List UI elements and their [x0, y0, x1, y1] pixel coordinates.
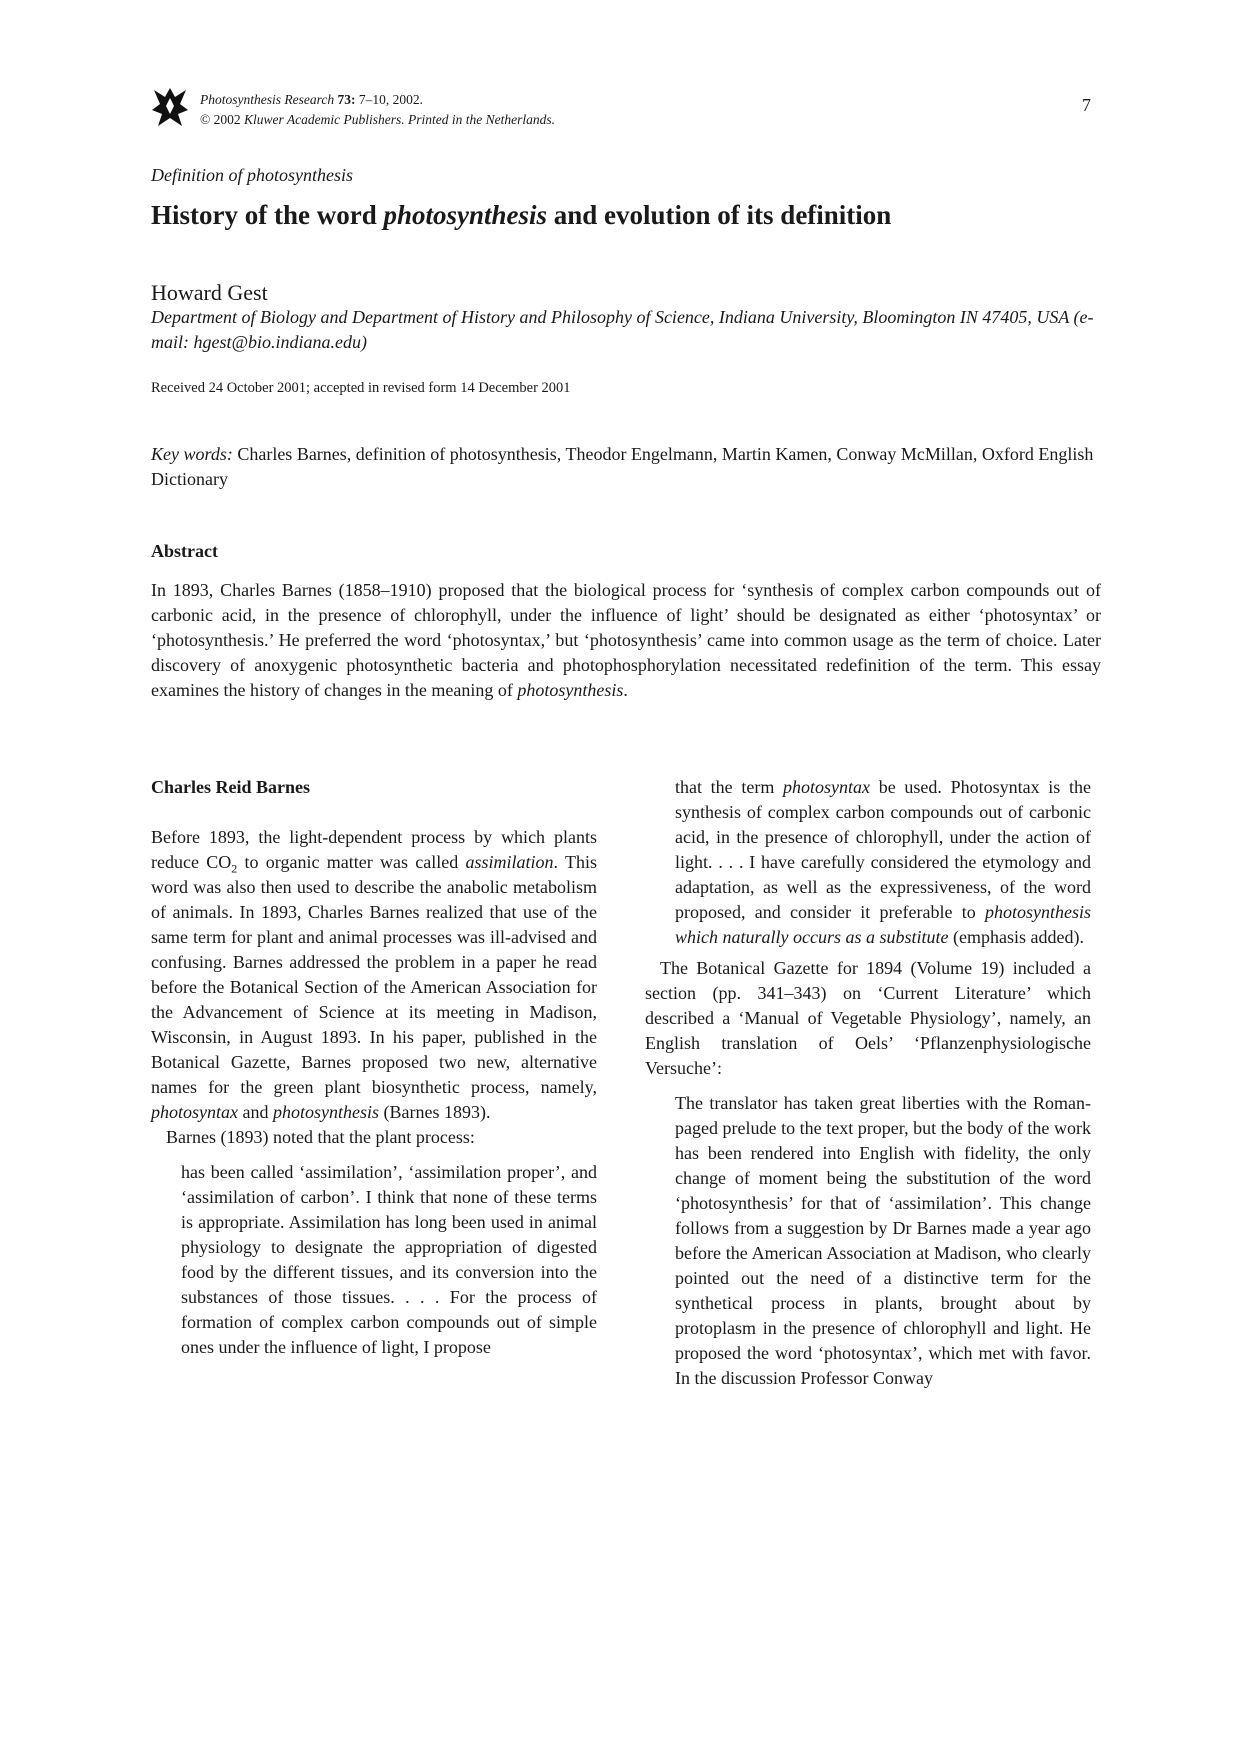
p1-italic-photosyntax: photosyntax [151, 1102, 238, 1122]
q1b-italic-photosyntax: photosyntax [783, 777, 871, 797]
author-affiliation: Department of Biology and Department of History and Philosophy of Science, Indiana University, Bloomington IN 47405, USA (e-mail: hgest@bio.indiana.edu) [151, 307, 1094, 352]
q1b-end: (emphasis added). [948, 927, 1084, 947]
author-name: Howard Gest [151, 280, 268, 305]
quote-2: The translator has taken great liberties with the Roman-paged prelude to the text proper, but the body of the work has been rendered into English with fidelity, the only change of moment being the substitution of the word ‘photosynthesis’ for that of ‘assimilation’. This change follows from a suggestion by Dr Barnes made a year ago before the American Association at Madison, who clearly pointed out the need of a distinctive term for the synthetical process in plants, brought about by protoplasm in the presence of chlorophyll and light. He proposed the word ‘photosyntax’, which met with favor. In the discussion Professor Conway [675, 1093, 1091, 1388]
journal-name: Photosynthesis Research [200, 92, 335, 107]
printed-location: Printed in the Netherlands. [408, 112, 555, 127]
page-number: 7 [1082, 95, 1091, 115]
keywords-label: Key words: [151, 444, 233, 464]
journal-citation [200, 90, 555, 130]
p1-text-a: Before 1893, the light-dependent process by which plants reduce CO [151, 827, 597, 872]
q1b-italic-emphasis: photosynthesis which naturally occurs as a substitute [675, 902, 1091, 947]
body-paragraph-2: Barnes (1893) noted that the plant process: [166, 1127, 475, 1147]
section-heading: Charles Reid Barnes [151, 777, 310, 797]
journal-line-1 [200, 90, 555, 110]
publisher-logo-icon [152, 86, 188, 128]
p1-text-d: and [238, 1102, 273, 1122]
journal-pages-year: 7–10, 2002. [358, 92, 423, 107]
abstract-italic-end: photosynthesis [517, 680, 624, 700]
p1-text-b: to organic matter was called [237, 852, 466, 872]
p1-text-e: (Barnes 1893). [379, 1102, 491, 1122]
abstract-main: In 1893, Charles Barnes (1858–1910) proposed that the biological process for ‘synthesis of complex carbon compounds out of carbonic acid, in the presence of chlorophyll, under the influence of light’ should be designated as either ‘photosyntax’ or ‘photosynthesis.’ He preferred the word ‘photosyntax,’ but ‘photosynthesis’ came into common usage as the term of choice. Later discovery of anoxygenic photosynthetic bacteria and photophosphorylation necessitated redefinition of the term. This essay examines the history of changes in the meaning of [151, 580, 1101, 700]
body-paragraph-1 [151, 825, 597, 1125]
title-italic-word: photosynthesis [383, 200, 548, 230]
co2-subscript: 2 [231, 861, 238, 876]
body-column-left [151, 775, 597, 1360]
abstract-text [151, 578, 1101, 703]
quote-1-part-a: has been called ‘assimilation’, ‘assimilation proper’, and ‘assimilation of carbon’. I think that none of these terms is appropriate. Assimilation has long been used in animal physiology to designate the appropriation of digested food by the different tissues, and its conversion into the substances of those tissues. . . . For the process of formation of complex carbon compounds out of simple ones under the influence of light, I propose [181, 1162, 597, 1357]
section-label: Definition of photosynthesis [151, 165, 353, 185]
abstract-heading: Abstract [151, 541, 218, 561]
received-dates: Received 24 October 2001; accepted in revised form 14 December 2001 [151, 380, 571, 396]
p1-italic-assimilation: assimilation [465, 852, 554, 872]
title-part-1: History of the word [151, 200, 377, 230]
quote-1-part-b [675, 775, 1091, 950]
keywords-list: Charles Barnes, definition of photosynthesis, Theodor Engelmann, Martin Kamen, Conway McMillan, Oxford English Dictionary [151, 444, 1094, 489]
p1-text-c: . This word was also then used to describe the anabolic metabolism of animals. In 1893, Charles Barnes realized that use of the same term for plant and animal processes was ill-advised and confusing. Barnes addressed the problem in a paper he read before the Botanical Section of the American Association for the Advancement of Science at its meeting in Madison, Wisconsin, in August 1893. In his paper, published in the Botanical Gazette, Barnes proposed two new, alternative names for the green plant biosynthetic process, namely, [151, 852, 597, 1097]
article-title [151, 200, 891, 231]
copyright-year: © 2002 [200, 112, 241, 127]
p1-italic-photosynthesis: photosynthesis [273, 1102, 379, 1122]
abstract-period: . [623, 680, 628, 700]
journal-volume: 73: [337, 92, 356, 107]
q1b-pre: that the term [675, 777, 784, 797]
keywords [151, 442, 1101, 492]
journal-line-2 [200, 110, 555, 130]
title-part-2: and evolution of its definition [553, 200, 892, 230]
publisher-name: Kluwer Academic Publishers. [244, 112, 405, 127]
body-column-right [645, 775, 1091, 1391]
body-paragraph-3: The Botanical Gazette for 1894 (Volume 19) included a section (pp. 341–343) on ‘Current Literature’ which described a ‘Manual of Vegetable Physiology’, namely, an English translation of Oels’ ‘Pflanzenphysiologische Versuche’: [645, 958, 1091, 1078]
q1b-mid: be used. Photosyntax is the synthesis of complex carbon compounds out of carbonic acid, in the presence of chlorophyll, under the action of light. . . . I have carefully considered the etymology and adaptation, as well as the expressiveness, of the word proposed, and consider it preferable to [675, 777, 1091, 922]
